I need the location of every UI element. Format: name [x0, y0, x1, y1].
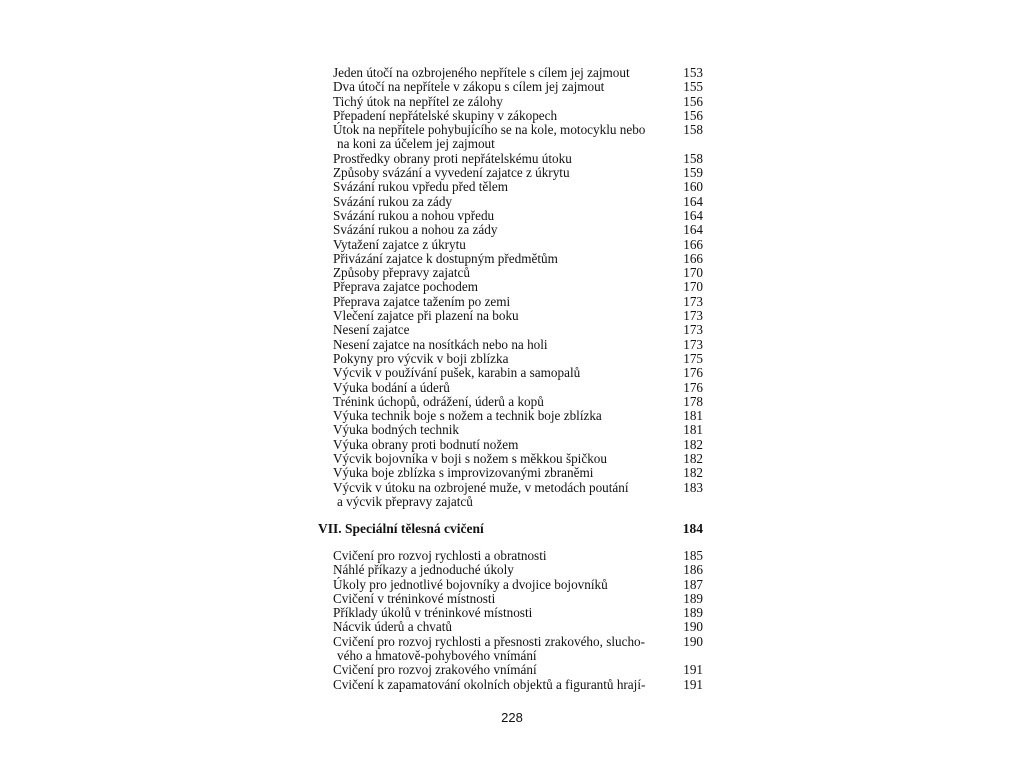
toc-entry-title-line: Pokyny pro výcvik v boji zblízka: [333, 350, 509, 366]
toc-entry-title: [333, 252, 673, 266]
toc-entry-title-line: Cvičení pro rozvoj rychlosti a obratnosti: [333, 548, 547, 563]
toc-entry: [333, 309, 703, 323]
toc-entry-title-line: Přeprava zajatce pochodem: [333, 279, 478, 295]
toc-entry-title: [333, 409, 673, 423]
toc-entry-title: [333, 606, 673, 620]
toc-entry-title: [333, 466, 673, 480]
toc-entry-title-line: Výcvik bojovníka v boji s nožem s měkkou špičkou: [333, 451, 607, 467]
toc-entry-title-line: Vytažení zajatce z úkrytu: [333, 236, 466, 252]
toc-entry-title-continuation: vého a hmatově-pohybového vnímání: [337, 648, 537, 664]
toc-entry-title-line: Výcvik v útoku na ozbrojené muže, v metodách poutání: [333, 479, 629, 495]
toc-entry-title: [333, 280, 673, 294]
toc-entry-title: [333, 678, 673, 692]
toc-entry-title: [333, 80, 673, 94]
toc-entry-title-line: Způsoby svázání a vyvedení zajatce z úkrytu: [333, 165, 570, 181]
toc-entry-title-line: Tichý útok na nepřítel ze zálohy: [333, 93, 503, 109]
toc-entry: [333, 252, 703, 266]
toc-entry-title: [333, 295, 673, 309]
toc-entry-page-number: 182: [683, 465, 703, 481]
toc-entry-page-number: 173: [683, 293, 703, 309]
toc-entry-page-number: 191: [683, 676, 703, 692]
toc-entry-title-line: Cvičení v tréninkové místnosti: [333, 590, 496, 606]
toc-entry: [333, 678, 703, 692]
toc-entry-title: [333, 323, 673, 337]
toc-entry: [333, 563, 703, 577]
toc-entry-title-line: Přeprava zajatce tažením po zemi: [333, 293, 511, 309]
toc-list-upper: [333, 66, 703, 509]
toc-entry-title: [333, 381, 673, 395]
toc-entry-page-number: 176: [683, 365, 703, 381]
toc-entry: [333, 481, 703, 510]
toc-entry-title: [333, 66, 673, 80]
toc-entry: [333, 381, 703, 395]
toc-entry-title: [333, 180, 673, 194]
toc-entry-page-number: 164: [683, 222, 703, 238]
toc-entry: [333, 266, 703, 280]
toc-entry: [333, 66, 703, 80]
toc-entry-page-number: 182: [683, 436, 703, 452]
toc-entry-title-line: Jeden útočí na ozbrojeného nepřítele s cílem jej zajmout: [333, 65, 630, 80]
toc-entry: [333, 606, 703, 620]
toc-entry-title-line: Svázání rukou a nohou vpředu: [333, 207, 495, 223]
toc-entry: [333, 592, 703, 606]
toc-entry-title-line: Svázání rukou a nohou za zády: [333, 222, 498, 238]
section-title: VII. Speciální tělesná cvičení: [318, 521, 484, 536]
toc-entry-title-line: Trénink úchopů, odrážení, úderů a kopů: [333, 393, 544, 409]
toc-entry-page-number: 176: [683, 379, 703, 395]
toc-entry-page-number: 181: [683, 422, 703, 438]
toc-entry-title-continuation: a výcvik přepravy zajatců: [337, 493, 473, 509]
toc-entry-title-line: Dva útočí na nepřítele v zákopu s cílem jej zajmout: [333, 79, 605, 95]
toc-entry-title: [333, 123, 673, 152]
toc-entry: [333, 452, 703, 466]
toc-entry-title: [333, 620, 673, 634]
toc-entry-page-number: 158: [683, 150, 703, 166]
toc-entry-page-number: 187: [683, 576, 703, 592]
page-number: 228: [501, 710, 523, 725]
toc-entry-page-number: 173: [683, 336, 703, 352]
toc-entry-page-number: 189: [683, 605, 703, 621]
toc-entry: [333, 438, 703, 452]
toc-entry-page-number: 191: [683, 662, 703, 678]
toc-entry-title-line: Nácvik úderů a chvatů: [333, 619, 453, 635]
toc-entry: [333, 223, 703, 237]
toc-entry-title: [333, 266, 673, 280]
toc-entry-title: [333, 663, 673, 677]
toc-entry-title-line: Výuka obrany proti bodnutí nožem: [333, 436, 519, 452]
toc-entry-title-line: Vlečení zajatce při plazení na boku: [333, 308, 519, 324]
toc-entry-title-line: Výcvik v používání pušek, karabin a samopalů: [333, 365, 581, 381]
toc-entry: [333, 338, 703, 352]
toc-entry-title-line: Způsoby přepravy zajatců: [333, 265, 470, 281]
toc-entry-page-number: 156: [683, 107, 703, 123]
toc-entry: [333, 280, 703, 294]
toc-entry-title-line: Výuka bodných technik: [333, 422, 459, 438]
toc-entry-title-line: Výuka boje zblízka s improvizovanými zbraněmi: [333, 465, 594, 481]
toc-entry: [333, 423, 703, 437]
toc-entry-title-line: Náhlé příkazy a jednoduché úkoly: [333, 562, 514, 578]
toc-entry-title: [333, 338, 673, 352]
toc-entry-title: [333, 209, 673, 223]
toc-entry-title: [333, 578, 673, 592]
toc-entry: [333, 95, 703, 109]
toc-entry-page-number: 166: [683, 236, 703, 252]
toc-entry-page-number: 175: [683, 350, 703, 366]
toc-entry-page-number: 185: [683, 548, 703, 563]
toc-entry-title: [333, 563, 673, 577]
toc-entry-title: [333, 635, 673, 664]
toc-entry-title-line: Svázání rukou za zády: [333, 193, 453, 209]
toc-entry-title: [333, 195, 673, 209]
toc-entry: [333, 549, 703, 563]
toc-entry-page-number: 182: [683, 451, 703, 467]
toc-entry-title: [333, 423, 673, 437]
toc-entry-page-number: 156: [683, 93, 703, 109]
toc-entry: [333, 409, 703, 423]
toc-entry: [333, 209, 703, 223]
toc-entry-page-number: 153: [683, 65, 703, 80]
toc-entry-title-line: Útok na nepřítele pohybujícího se na kole, motocyklu nebo: [333, 122, 646, 138]
toc-entry-page-number: 173: [683, 308, 703, 324]
toc-entry-page-number: 186: [683, 562, 703, 578]
toc-entry-title: [333, 109, 673, 123]
toc-entry: [333, 295, 703, 309]
toc-entry-page-number: 183: [683, 479, 703, 495]
toc-entry: [333, 578, 703, 592]
toc-entry-title-line: Cvičení k zapamatování okolních objektů a figurantů hrají-: [333, 676, 646, 692]
toc-entry-page-number: 155: [683, 79, 703, 95]
toc-entry: [333, 238, 703, 252]
toc-entry: [333, 352, 703, 366]
toc-entry-title: [333, 452, 673, 466]
toc-entry-page-number: 178: [683, 393, 703, 409]
toc-entry-title: [333, 352, 673, 366]
toc-entry-title-line: Příklady úkolů v tréninkové místnosti: [333, 605, 533, 621]
toc-entry: [333, 123, 703, 152]
toc-entry-page-number: 159: [683, 165, 703, 181]
toc-entry-page-number: 158: [683, 122, 703, 138]
toc-entry-title: [333, 223, 673, 237]
toc-entry: [333, 466, 703, 480]
toc-entry: [333, 620, 703, 634]
toc-entry: [333, 395, 703, 409]
section-page-number: 184: [682, 521, 703, 536]
toc-entry-page-number: 181: [683, 408, 703, 424]
toc-entry-title: [333, 238, 673, 252]
toc-entry-page-number: 166: [683, 250, 703, 266]
toc-list-lower: [333, 549, 703, 692]
toc-entry-title: [333, 166, 673, 180]
toc-entry-title: [333, 152, 673, 166]
toc-entry-title-line: Přepadení nepřátelské skupiny v zákopech: [333, 107, 558, 123]
toc-entry-page-number: 173: [683, 322, 703, 338]
toc-entry: [333, 323, 703, 337]
toc-entry-title-line: Svázání rukou vpředu před tělem: [333, 179, 509, 195]
toc-entry-page-number: 170: [683, 265, 703, 281]
toc-entry-title: [333, 592, 673, 606]
toc-entry-title: [333, 309, 673, 323]
toc-entry-title-line: Cvičení pro rozvoj zrakového vnímání: [333, 662, 537, 678]
toc-entry-title-line: Přivázání zajatce k dostupným předmětům: [333, 250, 558, 266]
toc-entry: [333, 366, 703, 380]
toc-entry-page-number: 164: [683, 193, 703, 209]
toc-entry-title-line: Prostředky obrany proti nepřátelskému útoku: [333, 150, 572, 166]
toc-entry-title: [333, 549, 673, 563]
toc-entry: [333, 635, 703, 664]
toc-entry-page-number: 190: [683, 633, 703, 649]
toc-entry-page-number: 164: [683, 207, 703, 223]
toc-entry: [333, 80, 703, 94]
toc-entry-title: [333, 438, 673, 452]
toc-entry-title-continuation: na koni za účelem jej zajmout: [337, 136, 495, 152]
toc-entry-title-line: Cvičení pro rozvoj rychlosti a přesnosti zrakového, slucho-: [333, 633, 646, 649]
toc-entry: [333, 109, 703, 123]
toc-entry-title: [333, 395, 673, 409]
toc-entry-title-line: Výuka bodání a úderů: [333, 379, 450, 395]
toc-entry-page-number: 190: [683, 619, 703, 635]
toc-entry-page-number: 160: [683, 179, 703, 195]
toc-entry: [333, 195, 703, 209]
toc-entry-title-line: Výuka technik boje s nožem a technik boje zblízka: [333, 408, 602, 424]
toc-entry-title: [333, 366, 673, 380]
toc-entry-title: [333, 481, 673, 510]
toc-entry-title-line: Nesení zajatce na nosítkách nebo na holi: [333, 336, 548, 352]
toc-entry-page-number: 189: [683, 590, 703, 606]
toc-entry-title-line: Úkoly pro jednotlivé bojovníky a dvojice bojovníků: [333, 576, 608, 592]
toc-entry-title-line: Nesení zajatce: [333, 322, 410, 338]
section-heading: [318, 521, 703, 536]
toc-entry: [333, 180, 703, 194]
toc-entry: [333, 166, 703, 180]
toc-entry-title: [333, 95, 673, 109]
toc-entry: [333, 663, 703, 677]
toc-entry: [333, 152, 703, 166]
toc-entry-page-number: 170: [683, 279, 703, 295]
